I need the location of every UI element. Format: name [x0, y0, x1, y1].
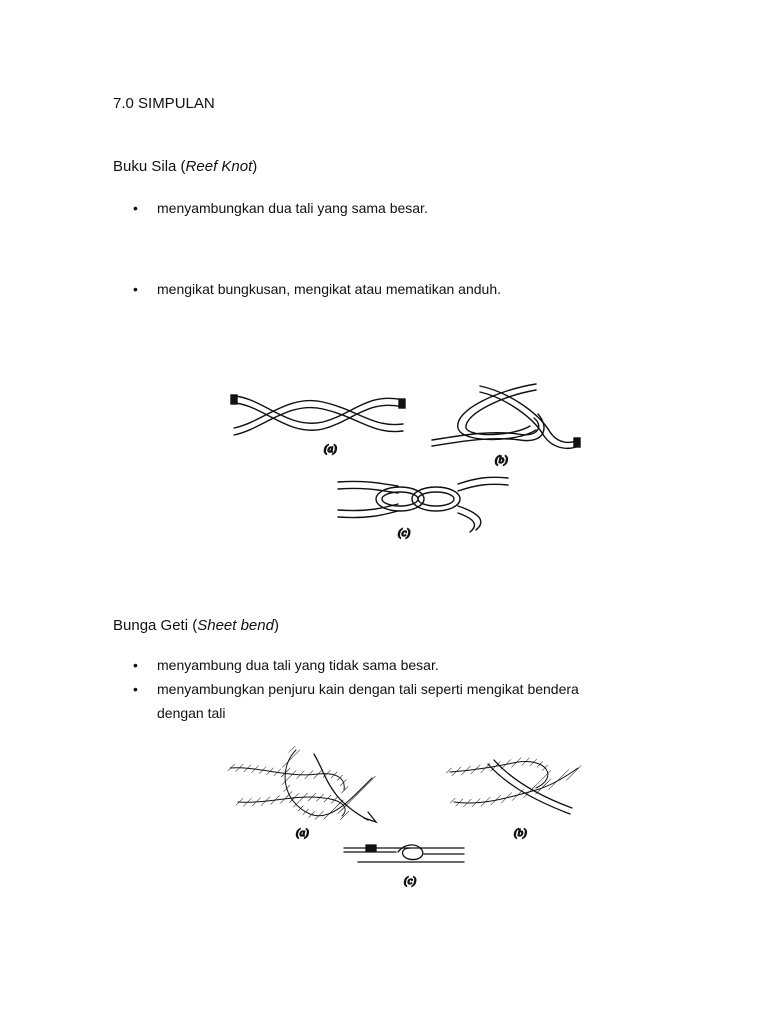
- reef-knot-heading-suffix: ): [252, 158, 258, 175]
- section-title: 7.0 SIMPULAN: [113, 95, 215, 112]
- reef-knot-label-b: (b): [495, 454, 508, 466]
- reef-knot-heading-italic: Reef Knot: [185, 158, 253, 175]
- sheet-bend-step-c: [344, 845, 464, 862]
- reef-knot-step-c: [338, 477, 508, 532]
- sheet-bend-heading-italic: Sheet bend: [197, 617, 274, 634]
- sheet-bend-step-b: [450, 760, 578, 814]
- sheet-bend-heading-suffix: ): [273, 617, 279, 634]
- sheet-bend-heading-prefix: Bunga Geti (: [113, 617, 198, 634]
- reef-knot-label-c: (c): [398, 527, 411, 539]
- bullet-text: dengan tali: [157, 705, 226, 721]
- bullet-text: menyambungkan penjuru kain dengan tali seperti mengikat bendera: [157, 681, 579, 697]
- reef-knot-heading: [113, 158, 257, 175]
- sheet-bend-label-b: (b): [514, 827, 527, 839]
- bullet-text: menyambungkan dua tali yang sama besar.: [157, 200, 428, 216]
- reef-knot-heading-prefix: Buku Sila (: [113, 158, 186, 175]
- reef-knot-step-a: [231, 395, 405, 435]
- reef-knot-label-a: (a): [324, 443, 337, 455]
- bullet-icon: •: [133, 681, 138, 697]
- bullet-icon: •: [133, 200, 138, 216]
- bullet-icon: •: [133, 657, 138, 673]
- sheet-bend-label-a: (a): [296, 827, 309, 839]
- sheet-bend-label-c: (c): [404, 875, 417, 887]
- sheet-bend-illustration: [218, 738, 594, 890]
- sheet-bend-heading: [113, 617, 279, 634]
- sheet-bend-step-a: [230, 750, 376, 822]
- bullet-text: mengikat bungkusan, mengikat atau mematikan anduh.: [157, 281, 501, 297]
- reef-knot-step-b: [432, 384, 580, 448]
- bullet-text: menyambung dua tali yang tidak sama besar.: [157, 657, 439, 673]
- bullet-icon: •: [133, 281, 138, 297]
- reef-knot-illustration: [218, 372, 594, 552]
